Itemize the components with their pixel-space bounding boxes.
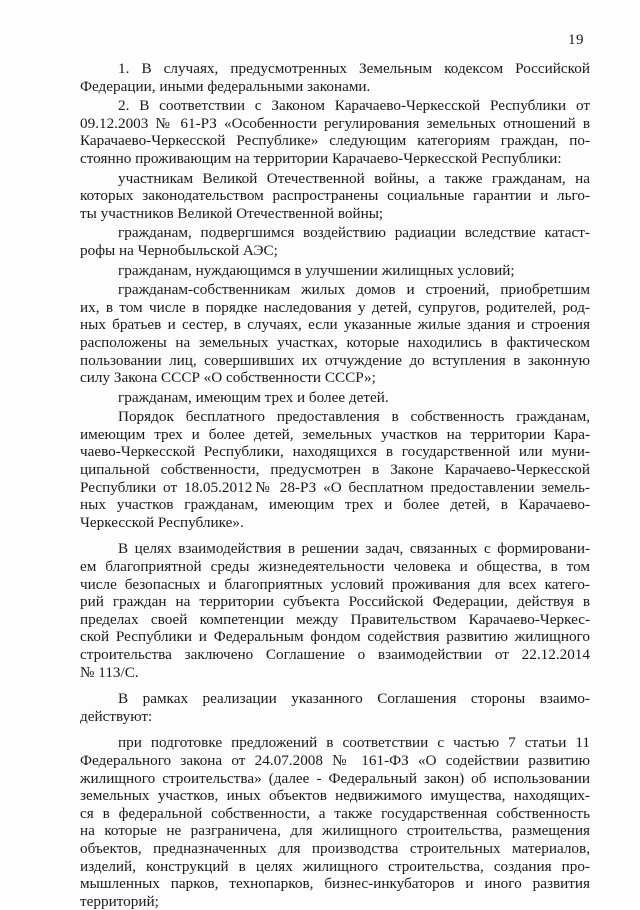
text-line: земельных участков, иных объектов недвижимого имущества, находящих- <box>80 787 590 805</box>
text-line: ем благоприятной среды жизнедеятельности человека и общества, в том <box>80 558 590 576</box>
text-line: ской Республики и Федеральным фондом содействия развитию жилищного <box>80 628 590 646</box>
paragraph-10 <box>80 690 590 725</box>
text-line: действуют: <box>80 707 153 725</box>
document-body <box>80 60 590 910</box>
text-line: ных братьев и сестер, в случаях, если указанные жилые здания и строения <box>80 316 590 334</box>
text-line: В рамках реализации указанного Соглашения стороны взаимо- <box>118 690 590 708</box>
text-line: которых законодательством распространены социальные гарантии и льго- <box>80 187 590 205</box>
paragraph-8 <box>80 408 590 531</box>
paragraph-3 <box>80 170 590 223</box>
paragraph-7 <box>80 389 590 407</box>
text-line: гражданам, подвергшимся воздействию радиации вследствие катаст- <box>118 224 590 242</box>
text-line: гражданам, имеющим трех и более детей. <box>118 388 389 406</box>
text-line: Карачаево-Черкесской Республике» следующим категориям граждан, по- <box>80 132 590 150</box>
text-line: числе безопасных и благоприятных условий проживания для всех катего- <box>80 575 590 593</box>
text-line: Порядок бесплатного предоставления в собственность гражданам, <box>118 408 590 426</box>
text-line: В целях взаимодействия в решении задач, связанных с формировани- <box>118 540 590 558</box>
text-line: рофы на Чернобыльской АЭС; <box>80 241 278 259</box>
text-line: ты участников Великой Отечественной войны; <box>80 204 384 222</box>
text-line: рий граждан на территории субъекта Российской Федерации, действуя в <box>80 593 590 611</box>
text-line: гражданам, нуждающимся в улучшении жилищных условий; <box>118 261 515 279</box>
text-line: Республики от 18.05.2012№ 28-РЗ «О бесплатном предоставлении земель- <box>80 478 590 496</box>
text-line: при подготовке предложений в соответствии с частью 7 статьи 11 <box>118 734 590 752</box>
paragraph-6 <box>80 281 590 387</box>
text-line: имеющим трех и более детей, земельных участков на территории Кара- <box>80 425 590 443</box>
text-line: жилищного строительства» (далее - Федеральный закон) об использовании <box>80 769 590 787</box>
paragraph-5 <box>80 262 590 280</box>
text-line: ных участков гражданам, имеющим трех и более детей, в Карачаево- <box>80 496 590 514</box>
text-line: изделий, конструкций в целях жилищного строительства, создания про- <box>80 857 590 875</box>
text-line: на которые не разграничена, для жилищного строительства, размещения <box>80 822 590 840</box>
text-line: объектов, предназначенных для производства строительных материалов, <box>80 839 590 857</box>
text-line: ципальной собственности, предусмотрен в Законе Карачаево-Черкесской <box>80 461 590 479</box>
text-line: № 113/С. <box>80 663 139 681</box>
text-line: стоянно проживающим на территории Карачаево-Черкесской Республики: <box>80 149 562 167</box>
paragraph-4 <box>80 224 590 259</box>
text-line: их, в том числе в порядке наследования у детей, супругов, родителей, род- <box>80 298 590 316</box>
page-number: 19 <box>568 32 584 48</box>
text-line: 1. В случаях, предусмотренных Земельным кодексом Российской <box>118 60 590 77</box>
text-line: пользовании лиц, совершивших их отчуждение до вступления в законную <box>80 351 590 369</box>
text-line: гражданам-собственникам жилых домов и строений, приобретшим <box>118 281 590 299</box>
paragraph-11 <box>80 734 590 910</box>
text-line: пределах своей компетенции между Правительством Карачаево-Черкес- <box>80 610 590 628</box>
text-line: Федерального закона от 24.07.2008 № 161-ФЗ «О содействии развитию <box>80 751 590 769</box>
text-line: участникам Великой Отечественной войны, а также гражданам, на <box>118 169 590 187</box>
paragraph-9 <box>80 540 590 681</box>
paragraph-2 <box>80 97 590 167</box>
text-line: строительства заключено Соглашение о взаимодействии от 22.12.2014 <box>80 646 590 663</box>
text-line: мышленных парков, технопарков, бизнес-инкубаторов и иного развития <box>80 875 590 893</box>
text-line: территорий; <box>80 892 159 910</box>
text-line: Федерации, иными федеральными законами. <box>80 77 371 95</box>
text-line: расположены на земельных участках, которые находились в фактическом <box>80 333 590 351</box>
text-line: чаево-Черкесской Республики, находящихся в государственной или муни- <box>80 443 590 461</box>
text-line: силу Закона СССР «О собственности СССР»; <box>80 369 376 387</box>
text-line: Черкесской Республике». <box>80 513 244 531</box>
text-line: ся в федеральной собственности, а также государственная собственность <box>80 804 590 822</box>
text-line: 2. В соответствии с Законом Карачаево-Черкесской Республики от <box>118 97 590 115</box>
text-line: 09.12.2003 № 61-РЗ «Особенности регулирования земельных отношений в <box>80 114 590 132</box>
paragraph-1 <box>80 60 590 95</box>
